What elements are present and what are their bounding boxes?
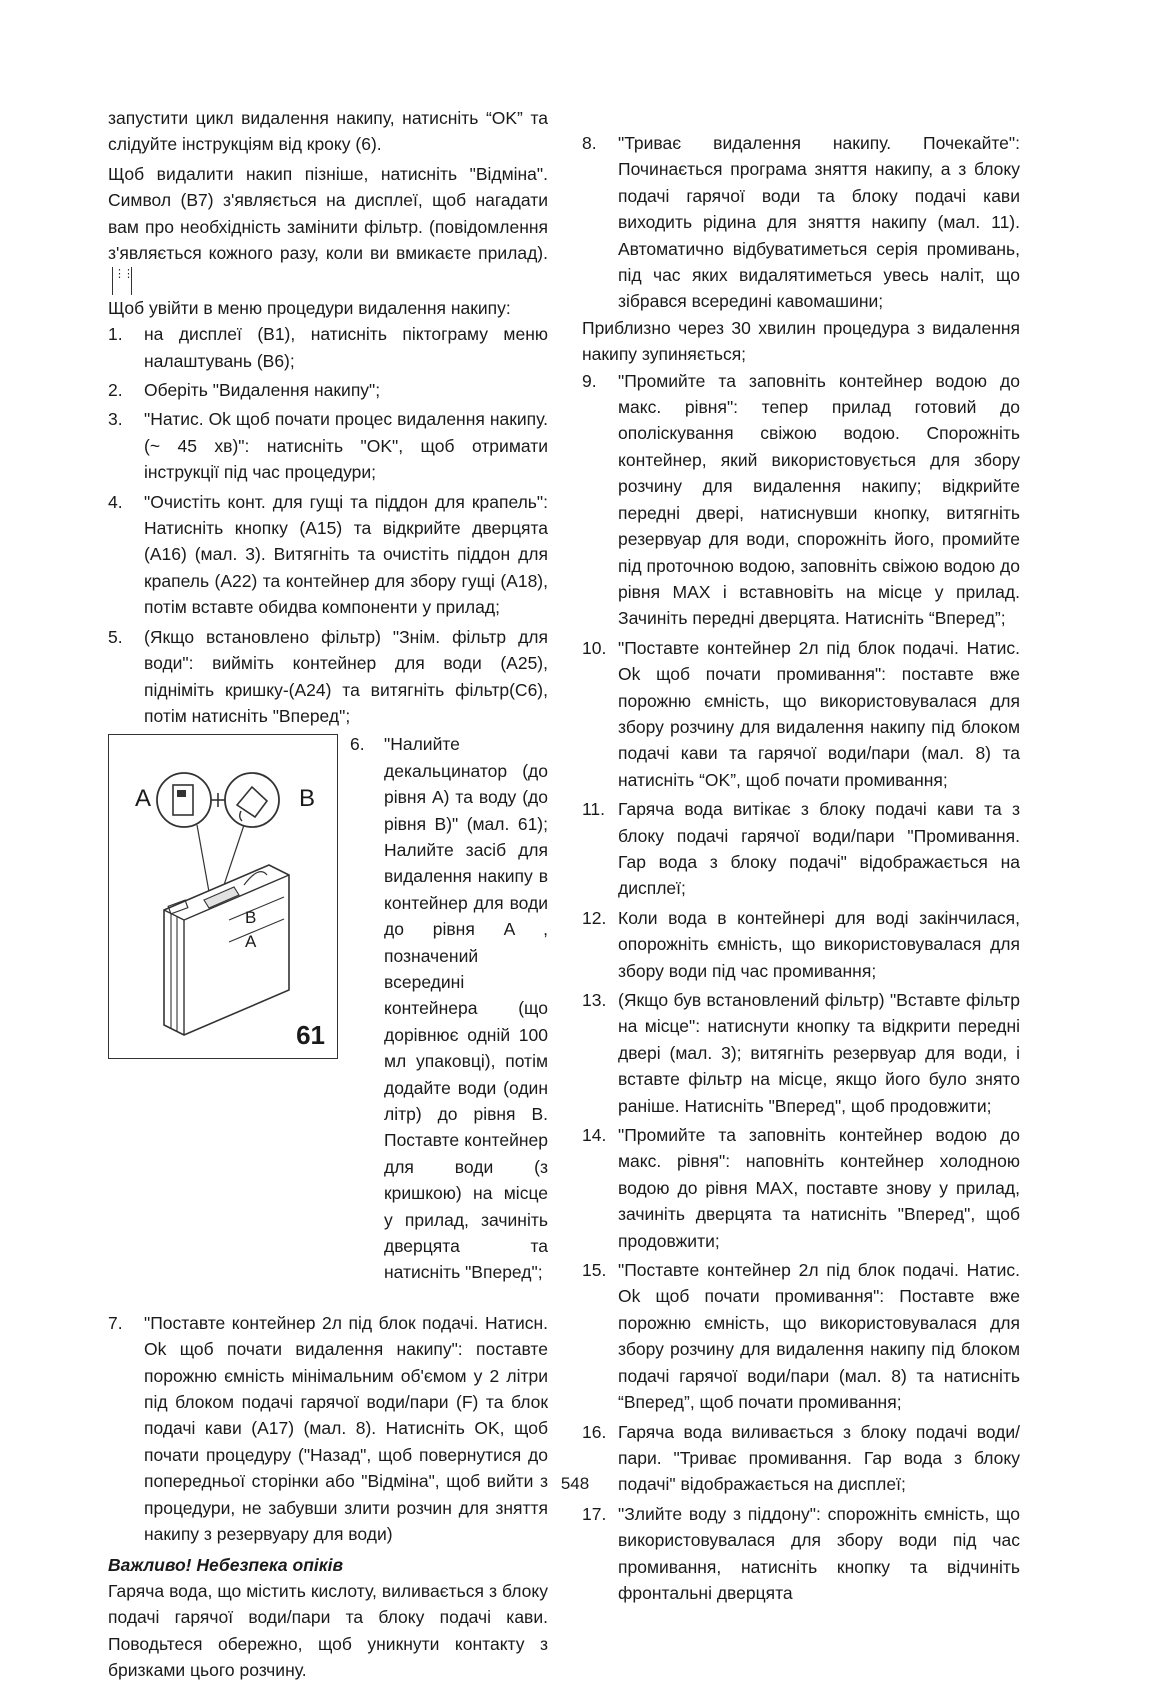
intro-paragraph-3: Щоб увійти в меню процедури видалення накипу: (108, 297, 511, 318)
list-item-5: 5. (Якщо встановлено фільтр) "Знім. фільтр для води": вийміть контейнер для води (A25), підніміть кришку-(A24) та витягніть фільтр(C6), потім натисніть "Вперед"; (108, 626, 548, 726)
descale-filter-icon (112, 267, 132, 295)
page-number: 548 (560, 1474, 590, 1493)
list-item-6: 6. "Налийте декальцинатор (до рівня A) та воду (до рівня B)" (мал. 61); Налийте засіб для видалення накипу в контейнер для води до рівня A , позначений всередині контейнера (що дорівнює одній 100 мл упаковці), потім додайте води (один літр) до рівня B. Поставте контейнер для води (з кришкою) на місце у прилад, зачиніть дверцята та натисніть "Вперед"; (350, 734, 548, 1283)
list-item-15: 15. "Поставте контейнер 2л під блок подачі. Натис. Ok щоб почати промивання": Поставте вже порожню ємність, що використовувалася для збору розчину для видалення накипу під блоком подачі гарячої води/пари (мал. 8) та натисніть “Вперед”, щоб почати промивання; (582, 1260, 1020, 1413)
figure-number: 61 (296, 1019, 325, 1050)
list-item-1: 1. на дисплеї (B1), натисніть піктограму меню налаштувань (B6); (108, 324, 548, 371)
list-item-7: 7. "Поставте контейнер 2л під блок подачі. Натисн. Ok щоб почати видалення накипу": поставте порожню ємність мінімальним об'ємом у 2 літри під блоком подачі гарячої води/пари (F) та блок подачі кави (A17) (мал. 8). Натисніть OK, щоб почати процедуру ("Назад", щоб повернутися до попередньої сторінки або "Відміна", щоб вийти з процедури, не забувши злити розчин для зняття накипу з резервуару для води) (108, 1312, 548, 1545)
label-a: A (135, 785, 152, 813)
note-paragraph: Приблизно через 30 хвилин процедура з видалення накипу зупиняється; (582, 317, 1020, 365)
list-item-8: 8. "Триває видалення накипу. Почекайте": Починається програма зняття накипу, а з блоку подачі гарячої води та блоку подачі кави виходить рідина для зняття накипу (мал. 11). Автоматично відбуватиметься серія промивань, під час яких видалятиметься увесь наліт, що зібрався всередині кавомашини; (582, 133, 1020, 312)
list-item-17: 17. "Злийте воду з піддону": спорожніть ємність, що використовувалася для збору води під час промивання, натисніть кнопку та відчиніть фронтальні дверцята (582, 1503, 1020, 1603)
inner-label-a: A (245, 932, 257, 952)
list-item-9: 9. "Промийте та заповніть контейнер водою до макс. рівня": тепер прилад готовий до ополіскування свіжою водою. Спорожніть контейнер, який використовується для збору розчину для видалення накипу; відкрийте передні двері, натиснувши кнопку, витягніть резервуар для води, спорожніть його, промийте під проточною водою, заповніть свіжою водою до рівня MAX і вставновіть на місце у прилад. Зачиніть передні дверцята. Натисніть “Вперед”; (582, 370, 1020, 629)
list-item-16: 16. Гаряча вода виливається з блоку подачі води/пари. "Триває промивання. Гар вода з блоку подачі" відображається на дисплеї; (582, 1421, 1020, 1495)
left-column (108, 105, 548, 1684)
list-item-14: 14. "Промийте та заповніть контейнер водою до макс. рівня": наповніть контейнер холодною водою до рівня MAX, поставте знову у прилад, зачиніть дверцята та натисніть "Вперед", щоб продовжити; (582, 1125, 1020, 1251)
important-heading: Важливо! Небезпека опіків (108, 1554, 344, 1575)
list-item-12: 12. Коли вода в контейнері для воді закінчилася, опорожніть ємність, що використовувалася для збору води під час промивання; (582, 907, 1020, 981)
list-item-13: 13. (Якщо був встановлений фільтр) "Вставте фільтр на місце": натиснути кнопку та відкрити передні двері (мал. 3); витягніть резервуар для води, і вставте фільтр на місце, якщо його було знято раніше. Натисніть "Вперед", щоб продовжити; (582, 990, 1020, 1116)
right-column (582, 130, 1020, 1606)
list-item-3: 3. "Натис. Ok щоб почати процес видалення накипу. (~ 45 хв)": натисніть "OK", щоб отримати інструкції під час процедури; (108, 409, 548, 483)
descaler-bottle-icon (157, 773, 211, 827)
inner-label-b: B (245, 908, 257, 928)
water-tank-diagram (109, 735, 339, 1060)
water-pour-icon (225, 773, 279, 827)
figure-61 (108, 734, 338, 1059)
important-text: Гаряча вода, що містить кислоту, виливається з блоку подачі гарячої води/пари та блоку подачі кави. Поводьтеся обережно, щоб уникнути контакту з бризками цього розчину. (108, 1580, 548, 1681)
list-item-2: 2. Оберіть "Видалення накипу"; (108, 380, 381, 401)
intro-paragraph-2: Щоб видалити накип пізніше, натисніть "Відміна". Символ (B7) з'являється на дисплеї, щоб нагадати вам про необхідність замінити фільтр. (повідомлення з'являється кожного разу, коли ви вмикаєте прилад).⋮⋮ (108, 161, 548, 295)
label-b: B (299, 785, 316, 813)
list-item-4: 4. "Очистіть конт. для гущі та піддон для крапель": Натисніть кнопку (A15) та відкрийте дверцята (A16) (мал. 3). Витягніть та очистіть піддон для крапель (A22) та контейнер для збору гущі (A18), потім вставте обидва компоненти у прилад; (108, 491, 548, 618)
list-item-10: 10. "Поставте контейнер 2л під блок подачі. Натис. Ok щоб почати промивання": поставте вже порожню ємність, що використовувалася для збору розчину для видалення накипу під блоком подачі кави та гарячої води/пари (мал. 8) та натисніть “OK”, щоб почати промивання; (582, 637, 1020, 790)
intro-paragraph-1: запустити цикл видалення накипу, натисніть “OK” та слідуйте інструкціям від кроку (6). (108, 108, 548, 155)
figure-row (108, 731, 548, 1286)
list-item-11: 11. Гаряча вода витікає з блоку подачі кави та з блоку подачі гарячої води/пари "Промивання. Гар вода з блоку подачі" відображається на дисплеї; (582, 799, 1020, 899)
